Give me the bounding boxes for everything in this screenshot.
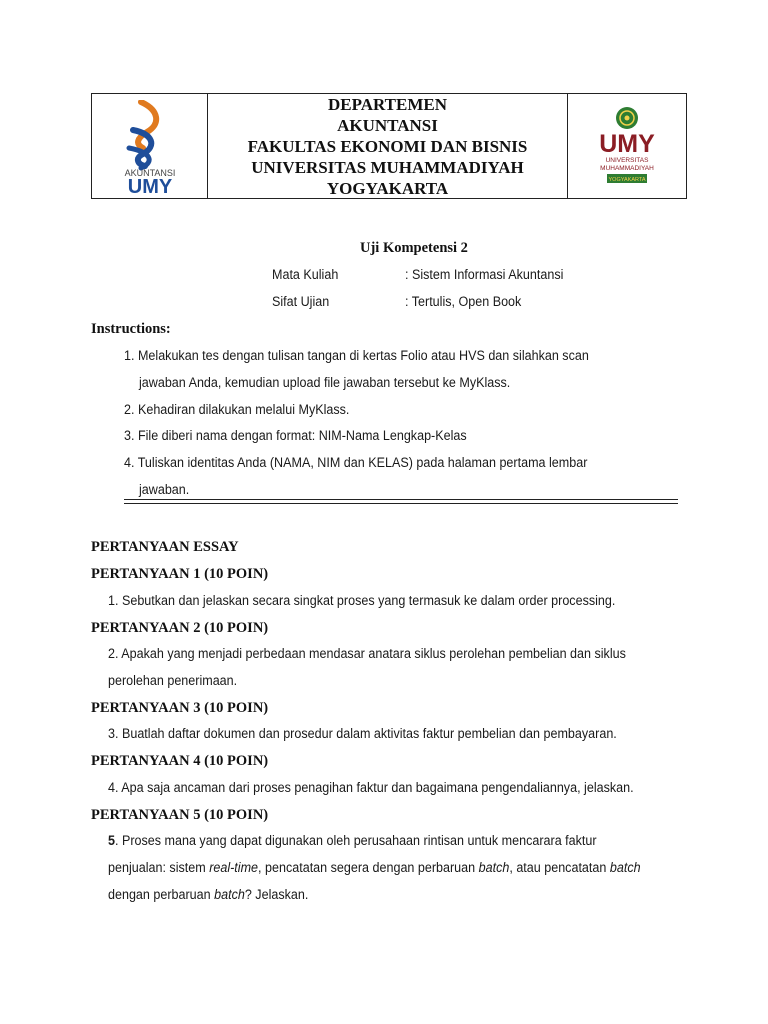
q5-text-c: , pencatatan segera dengan perbaruan <box>258 860 479 875</box>
exam-title: Uji Kompetensi 2 <box>360 240 468 256</box>
course-value: : Sistem Informasi Akuntansi <box>405 267 564 282</box>
question-2-line2: perolehan penerimaan. <box>108 673 238 688</box>
document-header <box>91 93 687 199</box>
exam-type-value: : Tertulis, Open Book <box>405 294 522 309</box>
exam-type-label: Sifat Ujian <box>272 294 330 309</box>
left-logo-cell <box>92 94 208 198</box>
divider-bottom <box>124 503 678 504</box>
question-5-title: PERTANYAAN 5 (10 POIN) <box>91 807 269 823</box>
question-3-title: PERTANYAAN 3 (10 POIN) <box>91 700 269 716</box>
instruction-4-line1: 4. Tuliskan identitas Anda (NAMA, NIM dan KELAS) pada halaman pertama lembar <box>124 455 588 470</box>
q5-text-realtime: real-time <box>209 860 259 875</box>
instructions-heading: Instructions: <box>91 321 171 337</box>
umy-logo-sub3: YOGYAKARTA <box>608 177 646 183</box>
instruction-2: 2. Kehadiran dilakukan melalui MyKlass. <box>124 402 350 417</box>
question-5-line2 <box>108 860 641 875</box>
q5-text-batch1: batch <box>478 860 510 875</box>
q5-text-l3c: ? Jelaskan. <box>244 887 309 902</box>
akuntansi-logo-umy: UMY <box>127 176 173 194</box>
question-5-line1-text: . Proses mana yang dapat digunakan oleh perusahaan rintisan untuk mencarara faktur <box>114 833 597 848</box>
akuntansi-logo-caption: AKUNTANSI <box>124 168 176 178</box>
umy-logo-wordmark: UMY <box>599 130 655 158</box>
right-logo-cell <box>567 94 686 198</box>
instruction-1-line2: jawaban Anda, kemudian upload file jawaban tersebut ke MyKlass. <box>139 375 511 390</box>
divider-top <box>124 499 678 500</box>
header-line-kota: YOGYAKARTA <box>326 178 449 198</box>
header-line-universitas: UNIVERSITAS MUHAMMADIYAH <box>251 157 524 177</box>
q5-text-e: , atau pencatatan <box>509 860 610 875</box>
question-4-text: 4. Apa saja ancaman dari proses penagihan faktur dan bagaimana pengendaliannya, jelaskan. <box>108 780 634 795</box>
q5-text-batch2: batch <box>609 860 641 875</box>
instruction-3: 3. File diberi nama dengan format: NIM-Nama Lengkap-Kelas <box>124 428 467 443</box>
q5-text-batch3: batch <box>214 887 245 902</box>
instruction-4-line2: jawaban. <box>139 482 190 497</box>
instruction-1-line1: 1. Melakukan tes dengan tulisan tangan di kertas Folio atau HVS dan silahkan scan <box>124 348 589 363</box>
header-title <box>208 94 567 198</box>
question-2-title: PERTANYAAN 2 (10 POIN) <box>91 620 269 636</box>
akuntansi-umy-logo-icon <box>107 100 193 194</box>
header-line-departemen: DEPARTEMEN <box>327 94 448 114</box>
question-5-line1 <box>108 833 597 848</box>
umy-university-logo-icon <box>582 104 672 192</box>
umy-logo-sub2: MUHAMMADIYAH <box>600 165 654 172</box>
essay-heading: PERTANYAAN ESSAY <box>91 539 239 555</box>
umy-logo-sub1: UNIVERSITAS <box>605 157 649 164</box>
course-label: Mata Kuliah <box>272 267 339 282</box>
question-1-title: PERTANYAAN 1 (10 POIN) <box>91 566 269 582</box>
header-line-fakultas: FAKULTAS EKONOMI DAN BISNIS <box>247 136 528 156</box>
question-1-text: 1. Sebutkan dan jelaskan secara singkat proses yang termasuk ke dalam order processing. <box>108 593 616 608</box>
question-5-number: 5 <box>108 833 115 848</box>
question-2-line1: 2. Apakah yang menjadi perbedaan mendasar anatara siklus perolehan pembelian dan siklus <box>108 646 626 661</box>
question-4-title: PERTANYAAN 4 (10 POIN) <box>91 753 269 769</box>
header-line-akuntansi: AKUNTANSI <box>337 115 438 135</box>
question-5-line3 <box>108 887 308 902</box>
q5-text-l3a: dengan perbaruan <box>108 887 215 902</box>
question-3-text: 3. Buatlah daftar dokumen dan prosedur dalam aktivitas faktur pembelian dan pembayaran. <box>108 726 617 741</box>
q5-text-a: penjualan: sistem <box>108 860 210 875</box>
